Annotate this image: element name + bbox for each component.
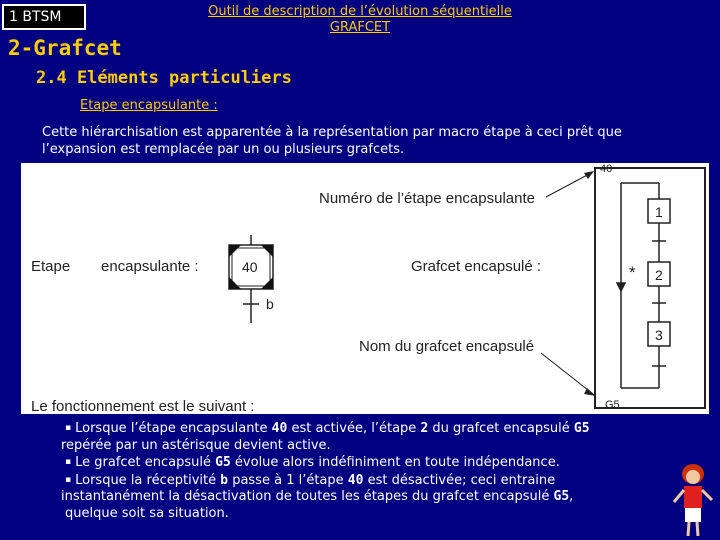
list-item: ▪ Lorsque la réceptivité b passe à 1 l’étape 40 est désactivée; ceci entraine [65,472,556,488]
header-title [150,4,570,36]
list-item-continuation: instantanément la désactivation de toutes les étapes du grafcet encapsulé G5, [61,489,574,504]
asterisk-marker: * [629,263,636,282]
page-title: 2-Grafcet [8,36,122,60]
encapsulante-label: encapsulante : [101,258,199,275]
section-title: 2.4 Eléments particuliers [36,68,292,88]
intro-paragraph [42,124,702,158]
etape-label: Etape [31,258,71,275]
subsection-label: Etape encapsulante : [80,98,218,113]
header-title-line2: GRAFCET [329,20,391,35]
arrow-nom [541,353,593,394]
explanation-list [61,420,665,522]
grafcet-figure [21,163,709,414]
student-mascot-icon [670,462,716,538]
class-badge: 1 BTSM [2,4,86,30]
intro-line1: Cette hiérarchisation est apparentée à la représentation par macro étape à ceci prêt que [42,125,622,140]
list-item-continuation: quelque soit sa situation. [65,505,229,521]
sub-step-2: 2 [655,267,663,283]
arrow-numero [546,173,591,197]
step-number-40: 40 [242,259,258,275]
numero-etape-label: Numéro de l’étape encapsulante [319,190,535,207]
list-item: ▪ Lorsque l’étape encapsulante 40 est activée, l’étape 2 du grafcet encapsulé G5 [65,421,590,436]
header-title-line1: Outil de description de l’évolution séquentielle [208,4,512,19]
nom-grafcet-label: Nom du grafcet encapsulé [359,338,535,355]
sub-step-1: 1 [655,204,663,220]
grafcet-encapsule-label: Grafcet encapsulé : [411,258,542,275]
frame-name: G5 [605,399,620,411]
receptivity-b: b [266,296,274,312]
intro-line2: l’expansion est remplacée par un ou plusieurs grafcets. [42,142,405,157]
list-item-continuation: repérée par un astérisque devient active. [61,437,331,453]
sub-step-3: 3 [655,327,663,343]
list-item: ▪ Le grafcet encapsulé G5 évolue alors indéfiniment en toute indépendance. [65,455,560,470]
frame-number: 40 [600,163,613,175]
fonctionnement-label: Le fonctionnement est le suivant : [31,398,255,415]
